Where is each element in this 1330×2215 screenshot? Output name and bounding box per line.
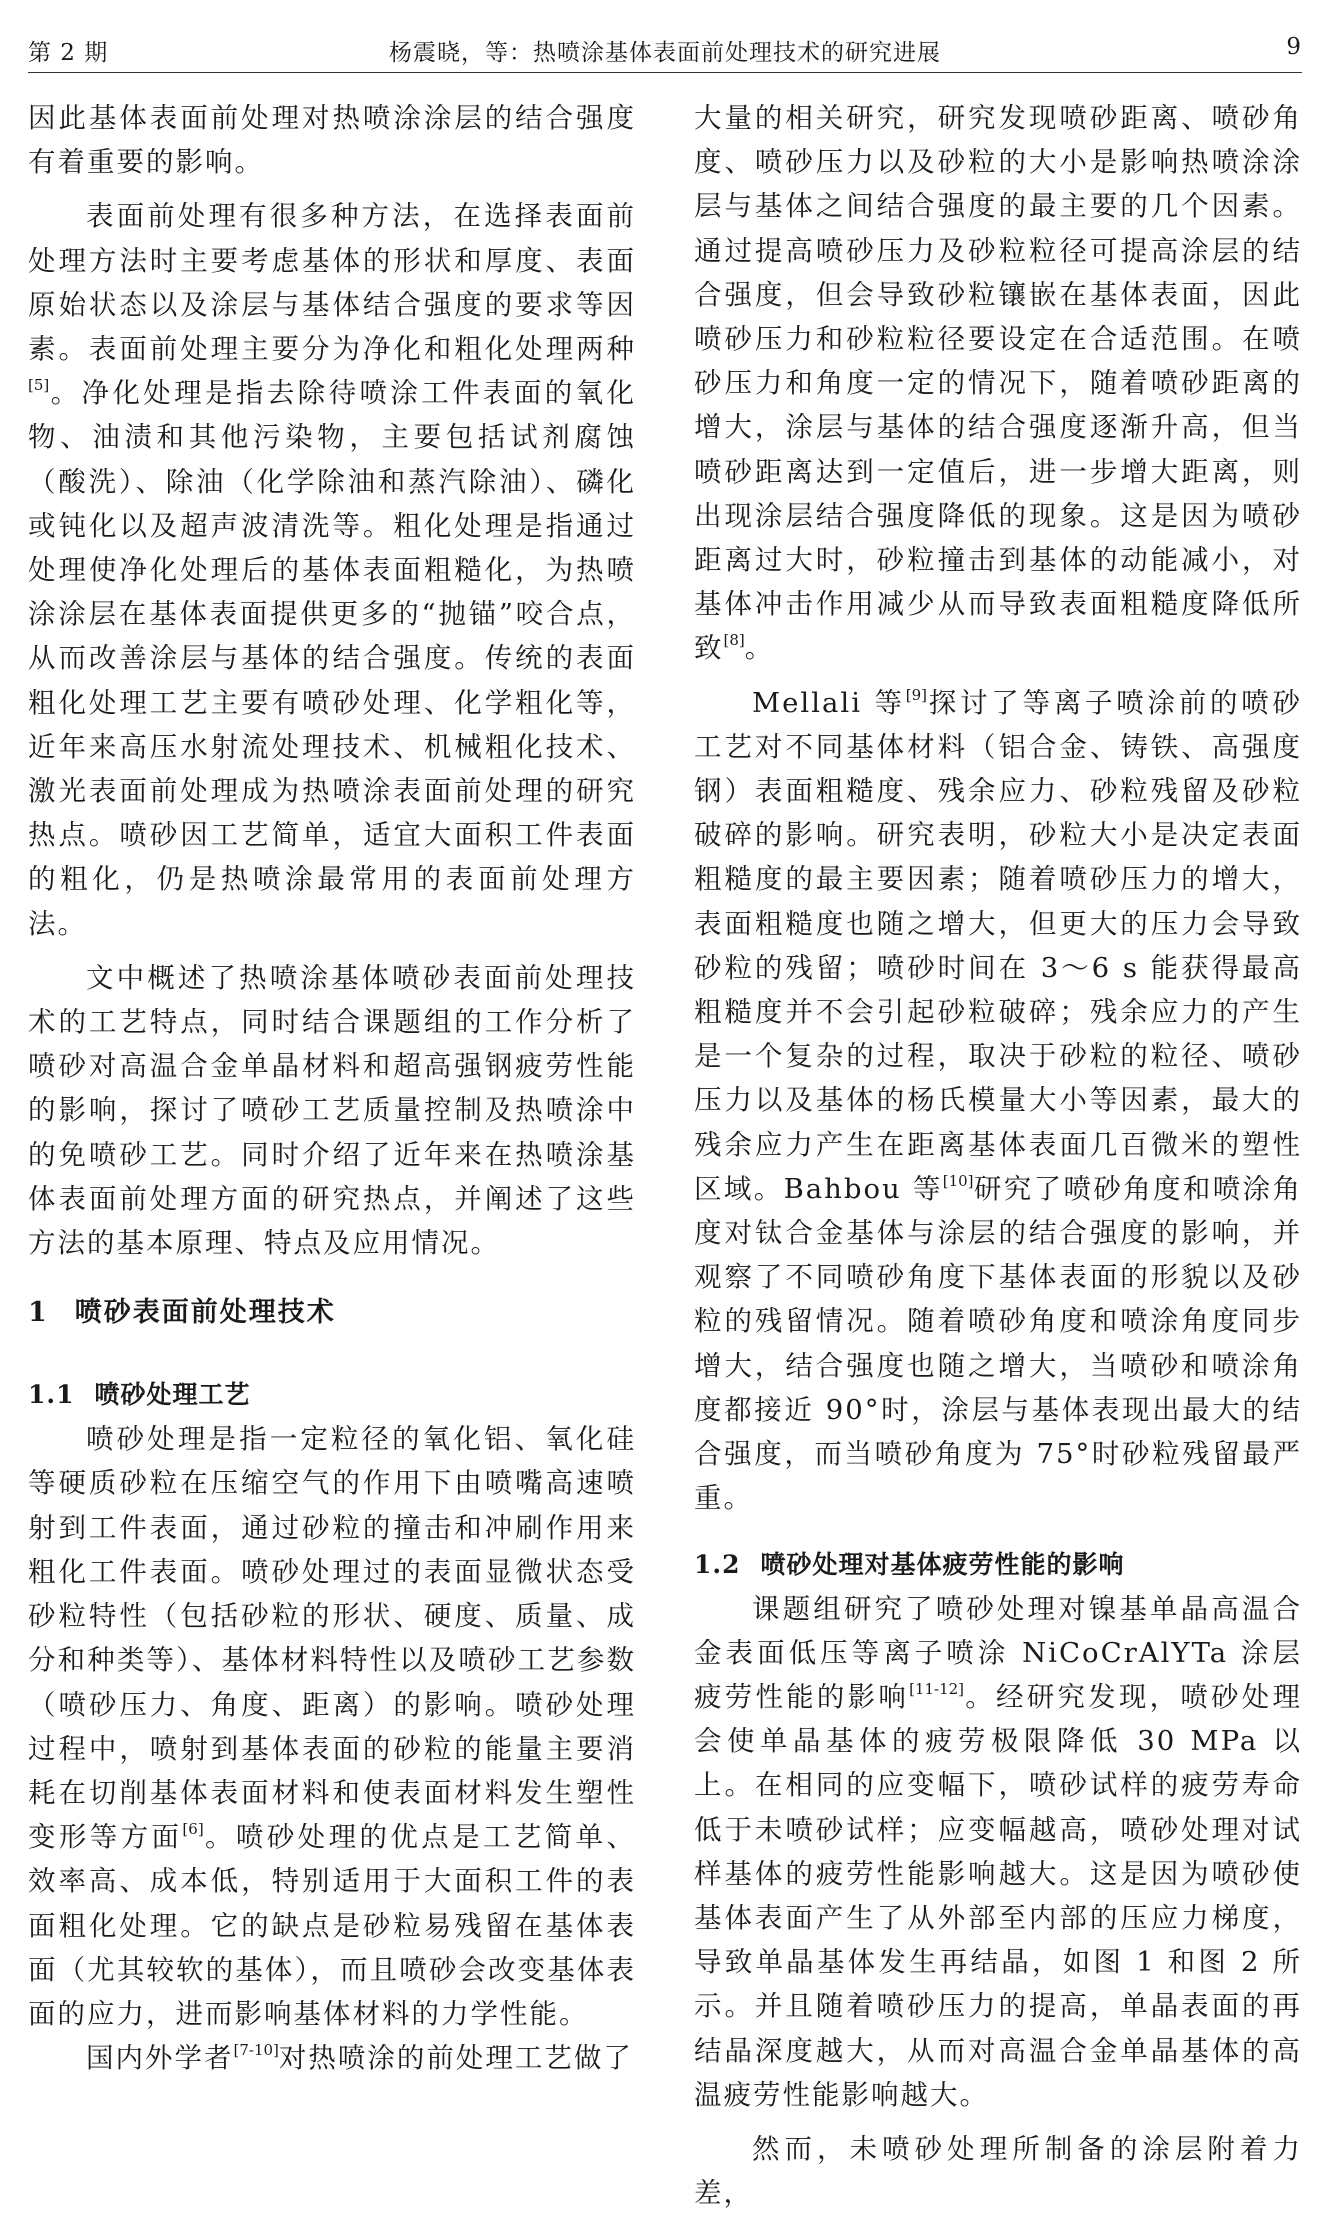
paragraph: 因此基体表面前处理对热喷涂涂层的结合强度有着重要的影响。 xyxy=(28,102,636,179)
citation[interactable]: [11-12] xyxy=(909,1679,965,1698)
paragraph xyxy=(28,194,636,945)
page-number: 9 xyxy=(1286,34,1302,60)
paragraph-text: 。净化处理是指去除待喷涂工件表面的氧化物、油渍和其他污染物，主要包括试剂腐蚀（酸洗）、除油（化学除油和蒸汽除油）、磷化或钝化以及超声波清洗等。粗化处理是指通过处理使净化处理后的基体表面粗糙化，为热喷涂涂层在基体表面提供更多的“抛锚”咬合点，从而改善涂层与基体的结合强度。传统的表面粗化处理工艺主要有喷砂处理、化学粗化等，近年来高压水射流处理技术、机械粗化技术、激光表面前处理成为热喷涂表面前处理的研究热点。喷砂因工艺简单，适宜大面积工件表面的粗化，仍是热喷涂最常用的表面前处理方法。 xyxy=(28,377,636,940)
section-heading xyxy=(28,1291,636,1335)
subsection-heading xyxy=(694,1543,1302,1587)
paragraph-text: 探讨了等离子喷涂前的喷砂工艺对不同基体材料（铝合金、铸铁、高强度钢）表面粗糙度、残余应力、砂粒残留及砂粒破碎的影响。研究表明，砂粒大小是决定表面粗糙度的最主要因素；随着喷砂压力的增大，表面粗糙度也随之增大，但更大的压力会导致砂粒的残留；喷砂时间在 3～6 s 能获得最高粗糙度并不会引起砂粒破碎；残余应力的产生是一个复杂的过程，取决于砂粒的粒径、喷砂压力以及基体的杨氏模量大小等因素，最大的残余应力产生在距离基体表面几百微米的塑性区域。Bahbou 等 xyxy=(694,686,1302,1205)
section-title: 喷砂表面前处理技术 xyxy=(74,1297,336,1329)
header-rule xyxy=(28,72,1302,73)
paragraph-text: 。喷砂处理的优点是工艺简单、效率高、成本低，特别适用于大面积工件的表面粗化处理。它的缺点是砂粒易残留在基体表面（尤其较软的基体），而且喷砂会改变基体表面的应力，进而影响基体材料的力学性能。 xyxy=(28,1821,637,2030)
paragraph-text: 喷砂处理是指一定粒径的氧化铝、氧化硅等硬质砂粒在压缩空气的作用下由喷嘴高速喷射到工件表面，通过砂粒的撞击和冲刷作用来粗化工件表面。喷砂处理过的表面显微状态受砂粒特性（包括砂粒的形状、硬度、质量、成分和种类等）、基体材料特性以及喷砂工艺参数（喷砂压力、角度、距离）的影响。喷砂处理过程中，喷射到基体表面的砂粒的能量主要消耗在切削基体表面材料和使表面材料发生塑性变形等方面 xyxy=(28,1423,636,1854)
paragraph-text: 对热喷涂的前处理工艺做了 xyxy=(278,2042,633,2075)
left-column xyxy=(28,96,637,2075)
paragraph: 然而，未喷砂处理所制备的涂层附着力差， xyxy=(694,2132,1302,2210)
paragraph-text: 研究了喷砂角度和喷涂角度对钛合金基体与涂层的结合强度的影响，并观察了不同喷砂角度下基体表面的形貌以及砂粒的残留情况。随着喷砂角度和喷涂角度同步增大，结合强度也随之增大，当喷砂和喷涂角度都接近 90°时，涂层与基体表现出最大的结合强度，而当喷砂角度为 75°时砂粒残留最严重。 xyxy=(694,1172,1302,1515)
subsection-heading xyxy=(28,1373,636,1417)
subsection-title: 喷砂处理工艺 xyxy=(94,1380,251,1410)
paragraph xyxy=(28,1417,636,2036)
citation[interactable]: [7-10] xyxy=(233,2041,279,2060)
running-title: 杨震晓，等：热喷涂基体表面前处理技术的研究进展 xyxy=(389,40,941,66)
paragraph xyxy=(694,96,1302,671)
paragraph xyxy=(694,1587,1302,2117)
paragraph-text: 课题组研究了喷砂处理对镍基单晶高温合金表面低压等离子喷涂 NiCoCrAlYTa 涂层疲劳性能的影响 xyxy=(694,1592,1302,1713)
paragraph-text: 。 xyxy=(744,632,775,665)
paragraph-text: 表面前处理有很多种方法，在选择表面前处理方法时主要考虑基体的形状和厚度、表面原始状态以及涂层与基体结合强度的要求等因素。表面前处理主要分为净化和粗化处理两种 xyxy=(28,200,636,366)
citation[interactable]: [6] xyxy=(182,1820,204,1839)
paragraph: 文中概述了热喷涂基体喷砂表面前处理技术的工艺特点，同时结合课题组的工作分析了喷砂对高温合金单晶材料和超高强钢疲劳性能的影响，探讨了喷砂工艺质量控制及热喷涂中的免喷砂工艺。同时介绍了近年来在热喷涂基体表面前处理方面的研究热点，并阐述了这些方法的基本原理、特点及应用情况。 xyxy=(28,961,636,1260)
paragraph xyxy=(694,681,1302,1521)
paragraph xyxy=(28,2036,636,2080)
paragraph-text: 。经研究发现，喷砂处理会使单晶基体的疲劳极限降低 30 MPa 以上。在相同的应变幅下，喷砂试样的疲劳寿命低于未喷砂试样；应变幅越高，喷砂处理对试样基体的疲劳性能影响越大。这是因为喷砂使基体表面产生了从外部至内部的压应力梯度，导致单晶基体发生再结晶，如图 1 和图 2 所示。并且随着喷砂压力的提高，单晶表面的再结晶深度越大，从而对高温合金单晶基体的高温疲劳性能影响越大。 xyxy=(694,1680,1303,2111)
paragraph-text: Mellali 等 xyxy=(752,686,906,719)
subsection-number: 1.1 xyxy=(28,1380,75,1410)
citation[interactable]: [8] xyxy=(723,631,745,650)
journal-issue: 第 2 期 xyxy=(28,40,109,66)
section-number: 1 xyxy=(28,1297,49,1329)
citation[interactable]: [10] xyxy=(942,1171,974,1190)
subsection-title: 喷砂处理对基体疲劳性能的影响 xyxy=(760,1549,1125,1579)
right-column xyxy=(694,96,1303,2210)
paragraph-text: 国内外学者 xyxy=(86,2042,234,2075)
subsection-number: 1.2 xyxy=(694,1549,741,1579)
page-header xyxy=(28,26,1302,68)
citation[interactable]: [9] xyxy=(905,685,927,704)
citation[interactable]: [5] xyxy=(28,376,50,395)
paragraph-text: 大量的相关研究，研究发现喷砂距离、喷砂角度、喷砂压力以及砂粒的大小是影响热喷涂涂层与基体之间结合强度的最主要的几个因素。通过提高喷砂压力及砂粒粒径可提高涂层的结合强度，但会导致砂粒镶嵌在基体表面，因此喷砂压力和砂粒粒径要设定在合适范围。在喷砂压力和角度一定的情况下，随着喷砂距离的增大，涂层与基体的结合强度逐渐升高，但当喷砂距离达到一定值后，进一步增大距离，则出现涂层结合强度降低的现象。这是因为喷砂距离过大时，砂粒撞击到基体的动能减小，对基体冲击作用减少从而导致表面粗糙度降低所致 xyxy=(694,102,1302,665)
